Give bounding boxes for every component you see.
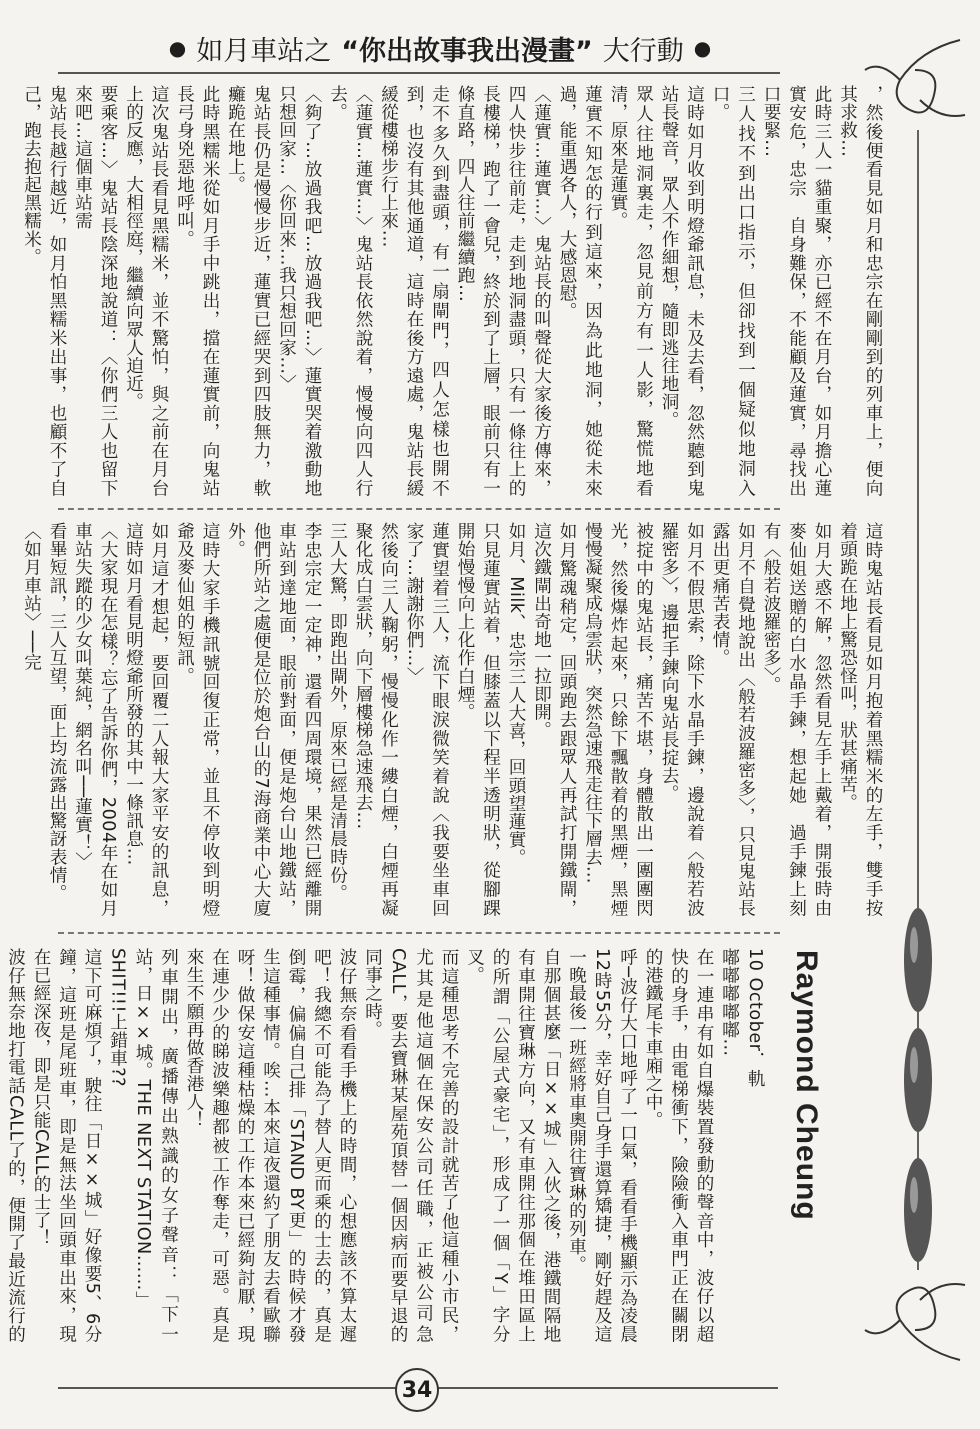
header-rule	[58, 72, 780, 74]
bullet-icon-end: ●	[693, 36, 712, 60]
story-part-1: ，然後便看見如月和忠宗在剛剛到的列車上，便向其求救… 此時三人一貓重聚，亦已經不在月台，如月擔心蓮實安危，忠宗 自身難保，不能顧及蓮實，尋找出口要緊… 三人找不到出口指示，但卻找到一個疑似地洞入口。 這時如月收到明燈爺訊息，未及去看，忽然聽到鬼站長聲音，眾人不作細想，隨即逃往地洞。 眾人往地洞裏走，忽見前方有一人影，驚慌地看清，原來是蓮實。 蓮實不知怎的行到這來，因為此地洞，她從未來過，能重遇各人，大感恩慰。 〈蓮實…蓮實…〉鬼站長的叫聲從大家後方傳來，四人快步往前走，走到地洞盡頭，只有一條往上的長樓梯，跑了一會兒，終於到了上層，眼前只有一條直路，四人往前繼續跑… 走不多久到盡頭，有一扇閘門，四人怎樣也開不到，也沒有其他通道，這時在後方遠處，鬼站長緩緩從樓梯步行上來… 〈蓮實…蓮實…〉鬼站長依然說着，慢慢向四人行去。 〈夠了…放過我吧…放過我吧…〉蓮實哭着激動地只想回家…〈你回來…我只想回家…〉 鬼站長仍是慢慢步近，蓮實已經哭到四肢無力，軟癱跪在地上。 此時黑糯米從如月手中跳出，擋在蓮實前，向鬼站長弓身兇惡地呼叫。 這次鬼站長看見黑糯米，並不驚怕，與之前在月台上的反應，大相徑庭，繼續向眾人迫近。 要乘客…〉鬼站長陰深地說道：〈你們三人也留下來吧…這個車站需 鬼站長越行越近，如月怕黑糯米出事，也顧不了自己，跑去抱起黑糯米。	[21, 85, 883, 497]
diary-text: 10 October．軌 嘟嘟嘟嘟嘟… 在一連串有如自爆裝置發動的聲音中，波仔以超快的身手，由電梯衝下，險險衝入車門正在關閉的港鐵尾卡車廂之中。 呼─波仔大口地呼了一口氣，看看手機顯示為凌晨12時55分，幸好自己身手還算矯捷，剛好趕及這一晚最後一班經將車奧開往寶琳的列車。 自那個甚麼「日××城」入伙之後，港鐵間隔地有車開往寶琳方向，又有車開往那個在堆田區上的所謂「公屋式豪宅」，形成了一個「Y」字分叉。 而這種思考不完善的設計就苦了他這種小市民，尤其是他這個在保安公司任職，正被公司急CALL，要去寶琳某屋苑頂替一個因病而要早退的同事之時。 波仔無奈看看手機上的時間，心想應該不算太遲吧！我總不可能為了替人更而乘的士去的，真是倒霉，偏偏自己排「STAND BY更」的時候才發生這種事情。唉…本來這夜還約了朋友去看歐聯呀！做保安這種枯燥的工作本來已經夠討厭，現在連少少的睇波樂趣都被工作奪走，可惡。真是來生不願再做香港人！ 列車開出，廣播傳出熟識的女子聲音：「下一站，日××城。THE NEXT STATION……」 SHIT!!!上錯車?? 這下可麻煩了，駛往「日××城」好像要5、6分鐘，這班是尾班車，即是無法坐回頭車出來，現在已經深夜，即是只能CALL的士了！ 波仔無奈地打電話CALL了的，便開了最近流行的	[5, 948, 765, 1343]
story-part-2: 這時鬼站長看見如月抱着黑糯米的左手，雙手按着頭跪在地上驚恐怪叫，狀甚痛苦。 如月大惑不解，忽然看見左手上戴着，開張時由麥仙姐送贈的白水晶手鍊，想起她 過手鍊上刻有〈般若波羅密多〉。 如月不自覺地說出〈般若波羅密多〉，只見鬼站長露出更痛苦表情。 如月不假思索，除下水晶手鍊，邊說着〈般若波羅密多〉，邊把手鍊向鬼站長掟去。 被掟中的鬼站長，痛苦不堪，身體散出一團團閃光，然後爆炸起來，只餘下飄散着的黑煙，黑煙慢慢凝聚成烏雲狀，突然急速飛走往下層去… 如月驚魂稍定，回頭跑去跟眾人再試打開鐵閘，這次鐵閘出奇地一拉即開。 如月、Milk、忠宗三人大喜，回頭望蓮實。 只見蓮實站着，但膝蓋以下程半透明狀，從腳踝開始慢慢向上化作白煙。 蓮實望着三人，流下眼淚微笑着說〈我要坐車回家了…謝謝你們…〉 然後向三人鞠躬，慢慢化作一縷白煙，白煙再凝聚化成白雲狀，向下層樓梯急速飛去… 三人大驚，即跑出閘外，原來已經是清晨時份。 李忠宗定一定神，還看四周環境，果然已經離開車站到達地面，眼前對面，便是炮台山地鐵站，他們所站之處便是位於炮台山的7海商業中心大廈外。 這時大家手機訊號回復正常，並且不停收到明燈爺及麥仙姐的短訊。 如月這才想起，要回覆二人報大家平安的訊息，這時如月看見明燈爺所發的其中一條訊息… 〈大家現在怎樣？忘了告訴你們，2004年在如月車站失蹤的少女叫葉純，網名叫──蓮實！〉 看畢短訊，三人互望，面上均流露出驚訝表情。 〈如月車站〉──完	[21, 522, 883, 917]
bead-1	[904, 1028, 932, 1132]
page-header	[140, 28, 740, 68]
header-suffix: 大行動	[602, 35, 684, 67]
ornament-border-icon	[860, 30, 975, 1410]
header-prefix: 如月車站之	[196, 35, 332, 67]
bead-2	[904, 1158, 932, 1262]
divider-1	[58, 508, 780, 510]
page-number: 34	[395, 1368, 439, 1412]
bead-3	[904, 908, 932, 1012]
bullet-icon: ●	[168, 36, 187, 60]
divider-2	[58, 932, 780, 934]
author-byline: Raymond Cheung	[790, 950, 823, 1221]
header-highlight: “你出故事我出漫畫”	[341, 35, 593, 67]
